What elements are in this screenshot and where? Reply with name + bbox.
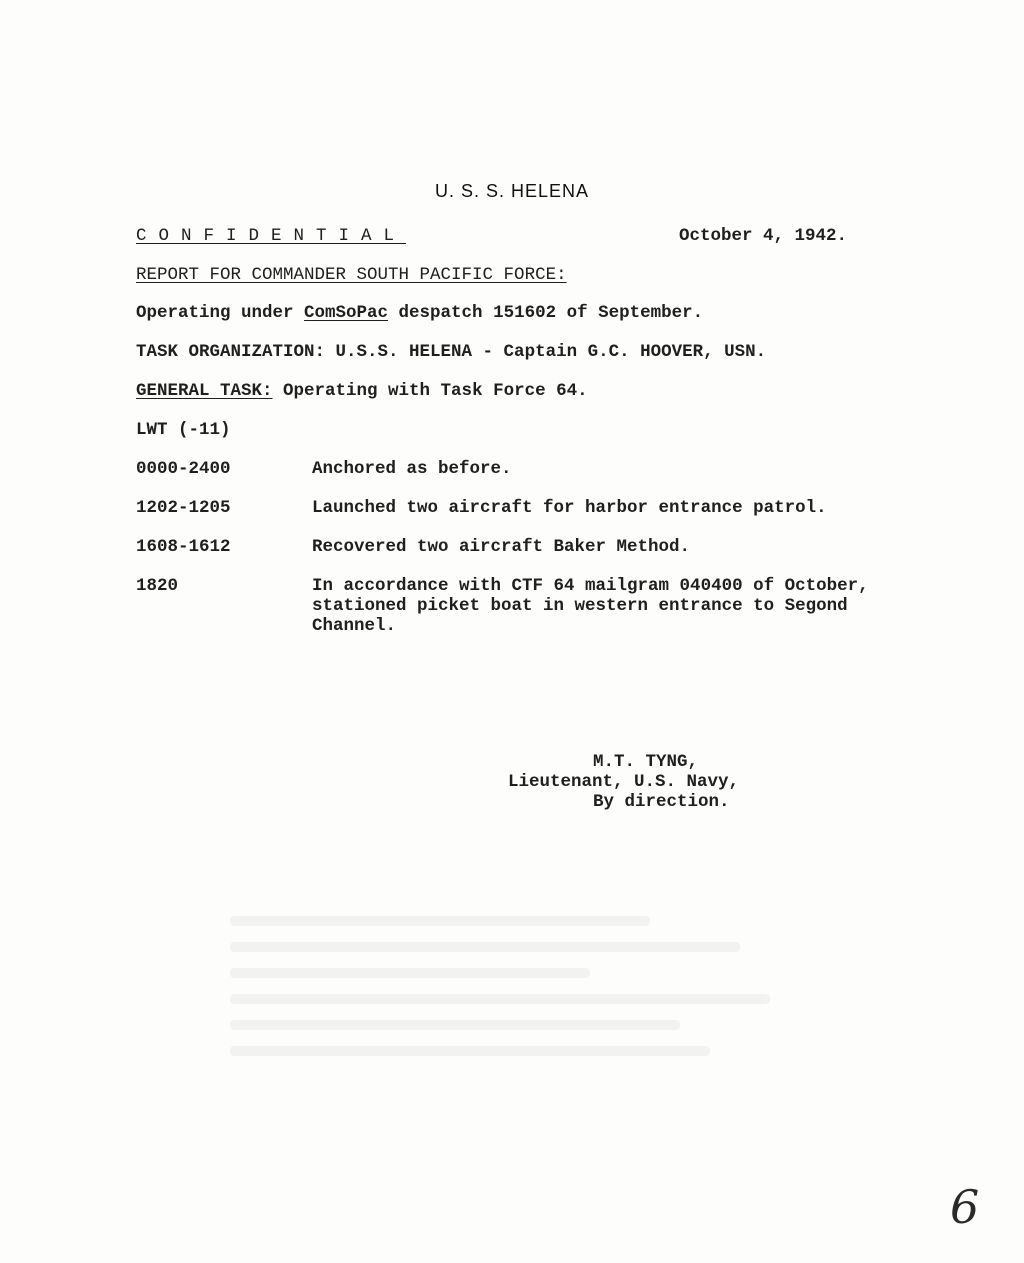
signature-note: By direction.	[593, 792, 730, 812]
log-entry-text: In accordance with CTF 64 mailgram 040400 of October, stationed picket boat in western entrance to Segond Channel.	[312, 576, 869, 636]
general-task-label: GENERAL TASK:	[136, 381, 273, 401]
general-task-text: Operating with Task Force 64.	[272, 381, 588, 401]
operating-under-suffix: despatch 151602 of September.	[388, 303, 704, 323]
report-date: October 4, 1942.	[679, 226, 848, 246]
task-organization: TASK ORGANIZATION: U.S.S. HELENA - Captain G.C. HOOVER, USN.	[136, 342, 767, 362]
time-zone: LWT (-11)	[136, 420, 231, 440]
operating-under-command: ComSoPac	[304, 303, 389, 323]
log-entry-time: 1820	[136, 576, 179, 596]
operating-under-prefix: Operating under	[136, 303, 305, 323]
log-entry-text: Anchored as before.	[312, 459, 512, 479]
general-task-line	[136, 381, 588, 401]
log-entry-time: 0000-2400	[136, 459, 231, 479]
signature-rank: Lieutenant, U.S. Navy,	[508, 772, 740, 792]
classification-label: CONFIDENTIAL	[136, 226, 407, 246]
bleed-through-texture	[230, 900, 830, 1200]
handwritten-page-number: 6	[950, 1180, 980, 1234]
log-entry-text: Recovered two aircraft Baker Method.	[312, 537, 691, 557]
log-entry-time: 1608-1612	[136, 537, 231, 557]
log-entry-text: Launched two aircraft for harbor entrance patrol.	[312, 498, 827, 518]
operating-under-line	[136, 303, 703, 323]
report-recipient: REPORT FOR COMMANDER SOUTH PACIFIC FORCE:	[136, 265, 567, 285]
signature-name: M.T. TYNG,	[593, 752, 699, 772]
ship-name-heading: U. S. S. HELENA	[434, 181, 590, 201]
log-entry-time: 1202-1205	[136, 498, 231, 518]
